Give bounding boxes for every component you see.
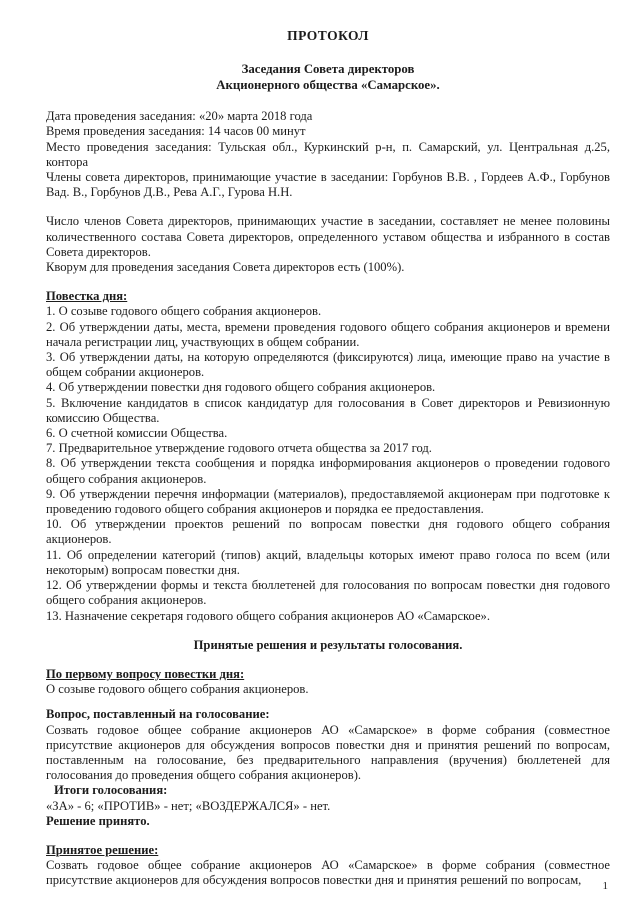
agenda-item: 6. О счетной комиссии Общества.	[46, 426, 228, 441]
agenda-item: 8. Об утверждении текста сообщения и порядка информирования акционеров о проведении годового общего собрания акционеров.	[46, 456, 610, 486]
agenda-item: 4. Об утверждении повестки дня годового общего собрания акционеров.	[46, 380, 436, 395]
meeting-place: Место проведения заседания: Тульская обл., Куркинский р-н, п. Самарский, ул. Центральная д.25, контора	[46, 139, 610, 169]
accepted-heading: Принятое решение:	[46, 842, 159, 857]
results-text: «ЗА» - 6; «ПРОТИВ» - нет; «ВОЗДЕРЖАЛСЯ» - нет.	[46, 798, 331, 813]
agenda-item: 2. Об утверждении даты, места, времени проведения годового общего собрания акционеров и времени начала регистрации лиц, участвующих в общем собрании.	[46, 319, 610, 349]
meeting-time: Время проведения заседания: 14 часов 00 минут	[46, 124, 306, 139]
vote-question-text: Созвать годовое общее собрание акционеров АО «Самарское» в форме собрания (совместное присутствие акционеров для обсуждения вопросов повестки дня и принятия решений по вопросам, поставленным на голосование, без предварительного направления (вручения) бюллетеней для голосования до проведения общего собрания акционеров).	[46, 722, 610, 783]
decisions-heading: Принятые решения и результаты голосования.	[193, 637, 463, 652]
agenda-item: 7. Предварительное утверждение годового отчета общества за 2017 год.	[46, 441, 432, 456]
results-heading: Итоги голосования:	[54, 783, 168, 798]
subtitle-line-2: Акционерного общества «Самарское».	[216, 78, 440, 93]
quorum-text: Число членов Совета директоров, принимающих участие в заседании, составляет не менее половины количественного состава Совета директоров, определенного уставом общества и избранного в состав Совета директоров.	[46, 214, 610, 259]
subtitle-line-1: Заседания Совета директоров	[241, 62, 415, 77]
page-number: 1	[602, 879, 608, 892]
meeting-date: Дата проведения заседания: «20» марта 2018 года	[46, 109, 313, 124]
meeting-members: Члены совета директоров, принимающие участие в заседании: Горбунов В.В. , Гордеев А.Ф., Горбунов Вад. В., Горбунов Д.В., Рева А.Г., Гурова Н.Н.	[46, 170, 610, 200]
agenda-list	[46, 304, 610, 623]
agenda-item: 1. О созыве годового общего собрания акционеров.	[46, 304, 322, 319]
agenda-item: 3. Об утверждении даты, на которую определяются (фиксируются) лица, имеющие право на участие в общем собрании акционеров.	[46, 350, 610, 380]
agenda-item: 5. Включение кандидатов в список кандидатур для голосования в Совет директоров и Ревизионную комиссию Общества.	[46, 395, 610, 425]
accepted-text: Созвать годовое общее собрание акционеров АО «Самарское» в форме собрания (совместное присутствие акционеров для обсуждения вопросов повестки дня и принятия решений по вопросам,	[46, 858, 610, 888]
q1-heading: По первому вопросу повестки дня:	[46, 666, 245, 681]
q1-text: О созыве годового общего собрания акционеров.	[46, 682, 309, 697]
agenda-item: 10. Об утверждении проектов решений по вопросам повестки дня годового общего собрания акционеров.	[46, 517, 610, 547]
agenda-item: 11. Об определении категорий (типов) акций, владельцы которых имеют право голоса по всем (или некоторым) вопросам повестки дня.	[46, 547, 610, 577]
document-title: ПРОТОКОЛ	[287, 28, 369, 43]
document-subtitle	[46, 61, 610, 93]
decision-accepted: Решение принято.	[46, 813, 150, 828]
vote-question-heading: Вопрос, поставленный на голосование:	[46, 707, 270, 722]
agenda-item: 13. Назначение секретаря годового общего собрания акционеров АО «Самарское».	[46, 608, 490, 623]
agenda-item: 9. Об утверждении перечня информации (материалов), предоставляемой акционерам при подготовке к проведению годового общего собрания акционеров и порядка ее предоставления.	[46, 486, 610, 517]
quorum-line: Кворум для проведения заседания Совета директоров есть (100%).	[46, 260, 405, 275]
agenda-heading: Повестка дня:	[46, 289, 128, 304]
agenda-item: 12. Об утверждении формы и текста бюллетеней для голосования по вопросам повестки дня годового общего собрания акционеров.	[46, 578, 610, 608]
